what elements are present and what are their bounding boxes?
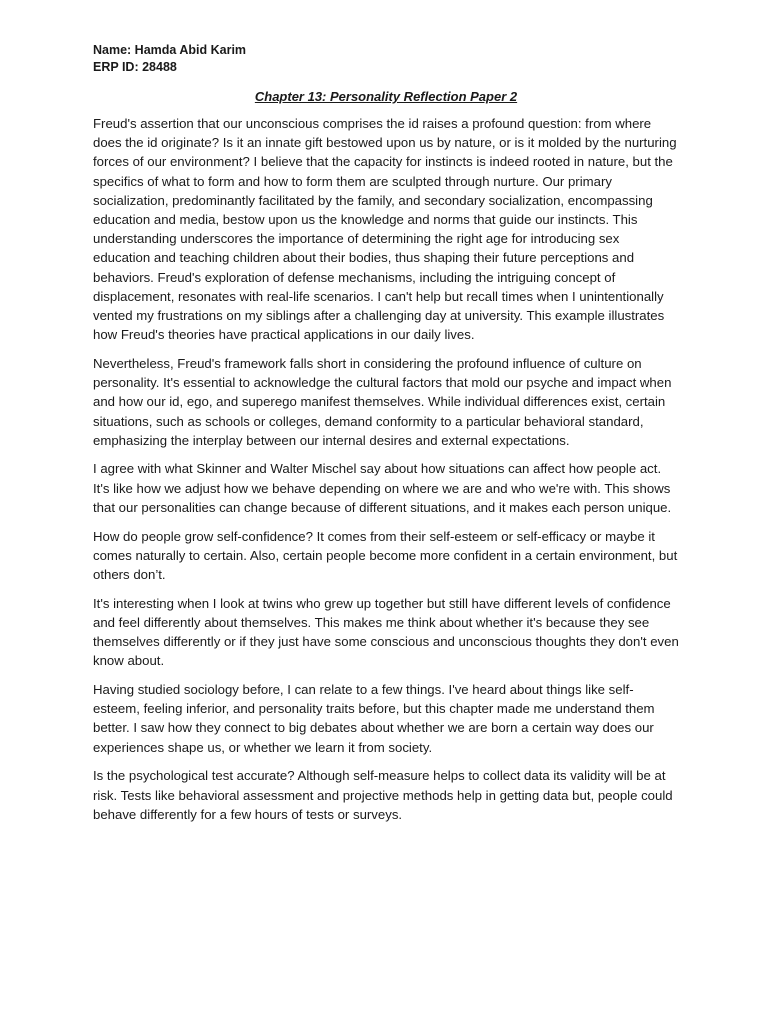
paragraph-1: Freud's assertion that our unconscious comprises the id raises a profound question: from where does the id originate? Is it an innate gift bestowed upon us by nature, or is it molded by the nurturing forces of our environment? I believe that the capacity for instincts is indeed rooted in nature, but the specifics of what to form and how to form them are sculpted through nurture. Our primary socialization, predominantly facilitated by the family, and secondary socialization, encompassing education and media, bestow upon us the knowledge and norms that guide our instincts. This understanding underscores the importance of determining the right age for introducing sex education and teaching children about their bodies, thus shaping their future perceptions and behaviors. Freud's exploration of defense mechanisms, including the intriguing concept of displacement, resonates with real-life scenarios. I can't help but recall times when I unintentionally vented my frustrations on my siblings after a challenging day at university. This example illustrates how Freud's theories have practical applications in our daily lives. [93, 116, 677, 343]
paragraph-6: Having studied sociology before, I can relate to a few things. I've heard about things like self-esteem, feeling inferior, and personality traits before, but this chapter made me understand them better. I saw how they connect to big debates about whether we are born a certain way does our experiences shape us, or whether we learn it from society. [93, 681, 655, 755]
paragraph-4: How do people grow self-confidence? It comes from their self-esteem or self-efficacy or maybe it comes naturally to certain. Also, certain people become more confident in a certain environment, but others don’t. [93, 528, 678, 582]
paragraph-7: Is the psychological test accurate? Although self-measure helps to collect data its validity will be at risk. Tests like behavioral assessment and projective methods help in getting data but, people could behave differently for a few hours of tests or surveys. [93, 768, 673, 822]
paragraph-5: It's interesting when I look at twins who grew up together but still have different levels of confidence and feel differently about themselves. This makes me think about whether it's because they see themselves differently or if they just have some conscious and unconscious thoughts they don't even know about. [93, 595, 679, 669]
document-page [93, 42, 679, 833]
paragraph-2: Nevertheless, Freud's framework falls short in considering the profound influence of culture on personality. It's essential to acknowledge the cultural factors that mold our psyche and impact when and how our id, ego, and superego manifest themselves. While individual differences exist, certain situations, such as schools or colleges, demand conformity to a particular behavioral standard, emphasizing the interplay between our internal desires and external expectations. [93, 355, 672, 448]
erp-id: ERP ID: 28488 [93, 60, 177, 74]
author-name: Name: Hamda Abid Karim [93, 43, 247, 57]
document-title: Chapter 13: Personality Reflection Paper 2 [254, 89, 518, 104]
paragraph-3: I agree with what Skinner and Walter Mischel say about how situations can affect how people act. It's like how we adjust how we behave depending on where we are and who we're with. This shows that our personalities can change because of different situations, and it makes each person unique. [93, 461, 672, 515]
